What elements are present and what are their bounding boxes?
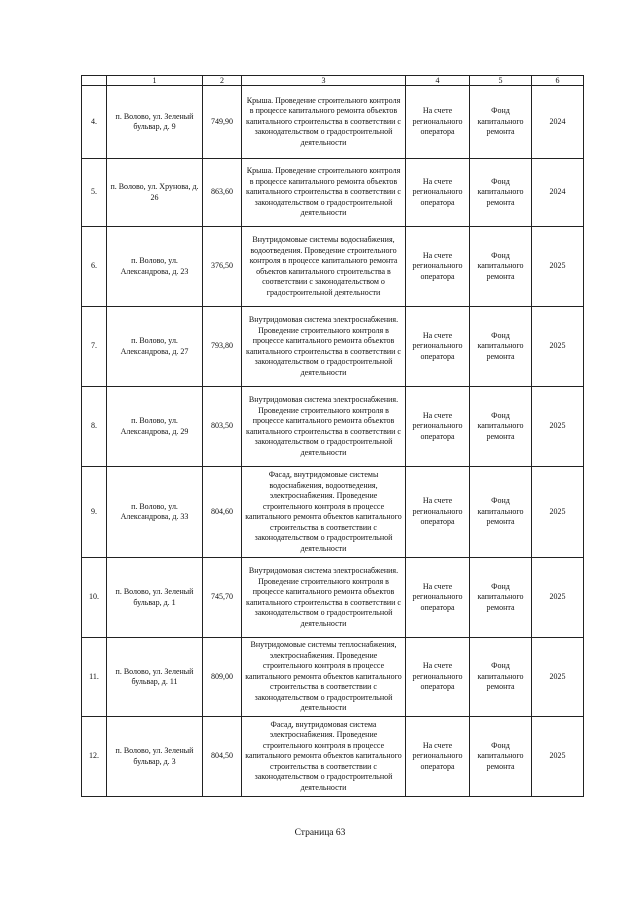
fund-cell: Фонд капитального ремонта [470,159,532,227]
address-cell: п. Волово, ул. Александрова, д. 29 [107,387,203,467]
address-cell: п. Волово, ул. Александрова, д. 23 [107,227,203,307]
row-number: 7. [82,307,107,387]
page-number: Страница 63 [294,828,346,838]
row-number: 9. [82,467,107,558]
fund-cell: Фонд капитального ремонта [470,307,532,387]
row-number: 6. [82,227,107,307]
address-cell: п. Волово, ул. Зеленый бульвар, д. 9 [107,86,203,159]
header-cell-1: 1 [107,76,203,86]
fund-cell: Фонд капитального ремонта [470,467,532,558]
work-description-cell: Фасад, внутридомовая система электроснабжения. Проведение строительного контроля в процессе капитального ремонта объектов капитального строительства в соответствии с законодательством о градостроительной деятельности [242,717,406,797]
table-row [82,717,584,797]
account-cell: На счете регионального оператора [406,558,470,638]
table-row [82,159,584,227]
table-row [82,387,584,467]
header-cell-blank [82,76,107,86]
table-row [82,558,584,638]
fund-cell: Фонд капитального ремонта [470,387,532,467]
account-cell: На счете регионального оператора [406,307,470,387]
area-cell: 803,50 [203,387,242,467]
header-row [82,76,584,86]
address-cell: п. Волово, ул. Зеленый бульвар, д. 1 [107,558,203,638]
capital-repair-table [81,75,584,797]
fund-cell: Фонд капитального ремонта [470,558,532,638]
area-cell: 804,50 [203,717,242,797]
area-cell: 376,50 [203,227,242,307]
account-cell: На счете регионального оператора [406,638,470,717]
address-cell: п. Волово, ул. Зеленый бульвар, д. 11 [107,638,203,717]
year-cell: 2025 [532,558,584,638]
account-cell: На счете регионального оператора [406,86,470,159]
table-row [82,467,584,558]
account-cell: На счете регионального оператора [406,227,470,307]
year-cell: 2025 [532,227,584,307]
address-cell: п. Волово, ул. Александрова, д. 33 [107,467,203,558]
year-cell: 2025 [532,638,584,717]
account-cell: На счете регионального оператора [406,159,470,227]
account-cell: На счете регионального оператора [406,467,470,558]
year-cell: 2025 [532,387,584,467]
table-row [82,307,584,387]
header-cell-5: 5 [470,76,532,86]
year-cell: 2025 [532,307,584,387]
work-description-cell: Внутридомовая система электроснабжения. Проведение строительного контроля в процессе капитального ремонта объектов капитального строительства в соответствии с законодательством о градостроительной деятельности [242,558,406,638]
address-cell: п. Волово, ул. Александрова, д. 27 [107,307,203,387]
work-description-cell: Крыша. Проведение строительного контроля в процессе капитального ремонта объектов капитального строительства в соответствии с законодательством о градостроительной деятельности [242,159,406,227]
account-cell: На счете регионального оператора [406,387,470,467]
fund-cell: Фонд капитального ремонта [470,717,532,797]
header-cell-3: 3 [242,76,406,86]
work-description-cell: Внутридомовые системы водоснабжения, водоотведения. Проведение строительного контроля в процессе капитального ремонта объектов капитального строительства в соответствии с законодательством о градостроительной деятельности [242,227,406,307]
address-cell: п. Волово, ул. Зеленый бульвар, д. 3 [107,717,203,797]
work-description-cell: Внутридомовые системы теплоснабжения, электроснабжения. Проведение строительного контроля в процессе капитального ремонта объектов капитального строительства в соответствии с законодательством о градостроительной деятельности [242,638,406,717]
area-cell: 745,70 [203,558,242,638]
row-number: 4. [82,86,107,159]
area-cell: 749,90 [203,86,242,159]
table-row [82,638,584,717]
year-cell: 2024 [532,159,584,227]
work-description-cell: Крыша. Проведение строительного контроля в процессе капитального ремонта объектов капитального строительства в соответствии с законодательством о градостроительной деятельности [242,86,406,159]
work-description-cell: Внутридомовая система электроснабжения. Проведение строительного контроля в процессе капитального ремонта объектов капитального строительства в соответствии с законодательством о градостроительной деятельности [242,307,406,387]
year-cell: 2025 [532,717,584,797]
area-cell: 863,60 [203,159,242,227]
header-cell-6: 6 [532,76,584,86]
row-number: 5. [82,159,107,227]
area-cell: 809,00 [203,638,242,717]
table-row [82,227,584,307]
address-cell: п. Волово, ул. Хрунова, д. 26 [107,159,203,227]
fund-cell: Фонд капитального ремонта [470,227,532,307]
header-cell-4: 4 [406,76,470,86]
table-row [82,86,584,159]
row-number: 12. [82,717,107,797]
work-description-cell: Внутридомовая система электроснабжения. Проведение строительного контроля в процессе капитального ремонта объектов капитального строительства в соответствии с законодательством о градостроительной деятельности [242,387,406,467]
account-cell: На счете регионального оператора [406,717,470,797]
year-cell: 2025 [532,467,584,558]
area-cell: 804,60 [203,467,242,558]
fund-cell: Фонд капитального ремонта [470,638,532,717]
row-number: 8. [82,387,107,467]
fund-cell: Фонд капитального ремонта [470,86,532,159]
work-description-cell: Фасад, внутридомовые системы водоснабжения, водоотведения, электроснабжения. Проведение строительного контроля в процессе капитального ремонта объектов капитального строительства в соответствии с законодательством о градостроительной деятельности [242,467,406,558]
row-number: 11. [82,638,107,717]
header-cell-2: 2 [203,76,242,86]
year-cell: 2024 [532,86,584,159]
row-number: 10. [82,558,107,638]
area-cell: 793,80 [203,307,242,387]
